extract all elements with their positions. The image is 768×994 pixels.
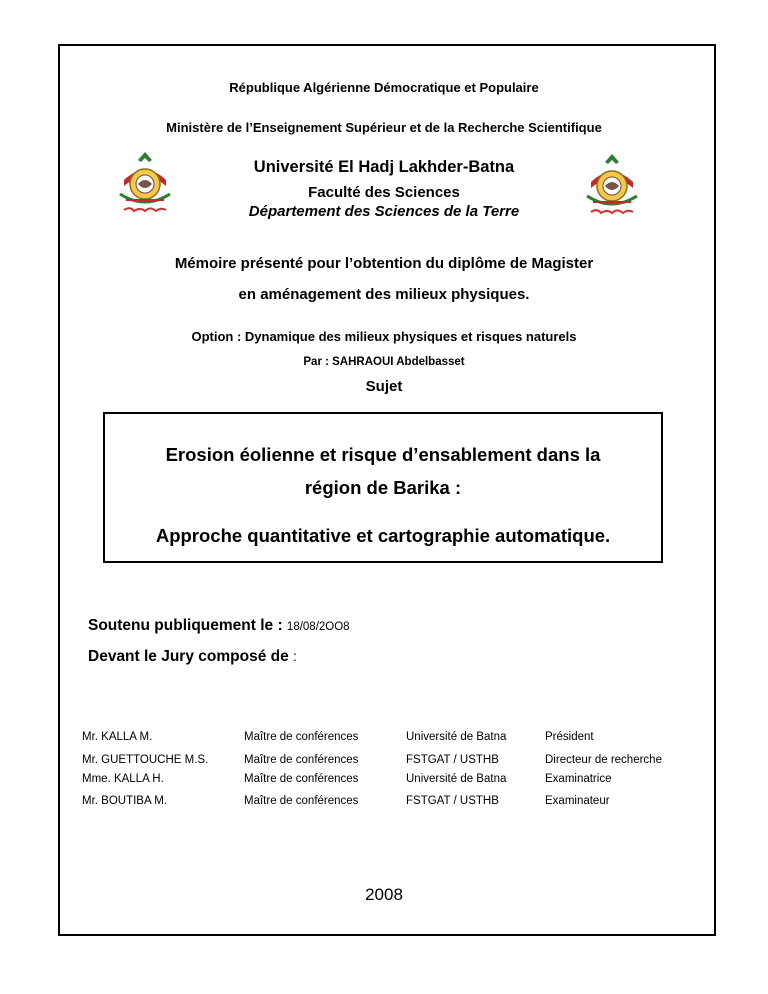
subject-label: Sujet — [365, 378, 403, 395]
jury-row — [0, 795, 768, 811]
defense-date-value: 18/08/2OO8 — [286, 621, 350, 633]
university-name: Université El Hadj Lakhder-Batna — [253, 158, 515, 176]
jury-rank: Maître de conférences — [244, 795, 359, 807]
thesis-line-1: Mémoire présenté pour l’obtention du diplôme de Magister — [174, 255, 594, 272]
jury-name: Mr. KALLA M. — [82, 731, 153, 743]
jury-heading — [88, 648, 297, 666]
jury-role: Président — [545, 731, 594, 743]
jury-rank: Maître de conférences — [244, 773, 359, 785]
republic-line: République Algérienne Démocratique et Populaire — [229, 80, 539, 95]
jury-name: Mr. GUETTOUCHE M.S. — [82, 754, 209, 766]
ministry-line: Ministère de l’Enseignement Supérieur et de la Recherche Scientifique — [166, 120, 602, 135]
jury-row — [0, 773, 768, 789]
jury-institution: FSTGAT / USTHB — [406, 754, 499, 766]
jury-role: Directeur de recherche — [545, 754, 662, 766]
defense-date-label: Soutenu publiquement le : — [88, 617, 283, 634]
year: 2008 — [365, 885, 403, 904]
jury-name: Mr. BOUTIBA M. — [82, 795, 167, 807]
jury-rank: Maître de conférences — [244, 754, 359, 766]
jury-role: Examinateur — [545, 795, 610, 807]
jury-heading-label: Devant le Jury composé de — [88, 648, 289, 665]
jury-institution: Université de Batna — [406, 731, 507, 743]
jury-rank: Maître de conférences — [244, 731, 359, 743]
subject-box — [103, 412, 663, 563]
defense-date — [88, 617, 350, 635]
department-name: Département des Sciences de la Terre — [248, 203, 520, 220]
jury-name: Mme. KALLA H. — [82, 773, 164, 785]
subject-title-line-3: Approche quantitative et cartographie automatique. — [155, 525, 611, 546]
thesis-line-2: en aménagement des milieux physiques. — [238, 286, 530, 303]
faculty-name: Faculté des Sciences — [308, 184, 460, 201]
jury-row — [0, 754, 768, 770]
subject-title-line-2: région de Barika : — [304, 477, 462, 498]
jury-institution: Université de Batna — [406, 773, 507, 785]
jury-role: Examinatrice — [545, 773, 612, 785]
author-line: Par : SAHRAOUI Abdelbasset — [303, 356, 465, 368]
option-line: Option : Dynamique des milieux physiques et risques naturels — [191, 329, 577, 344]
subject-title-line-1: Erosion éolienne et risque d’ensablement dans la — [165, 444, 601, 465]
jury-heading-colon: : — [293, 648, 297, 664]
jury-row — [0, 731, 768, 747]
jury-institution: FSTGAT / USTHB — [406, 795, 499, 807]
